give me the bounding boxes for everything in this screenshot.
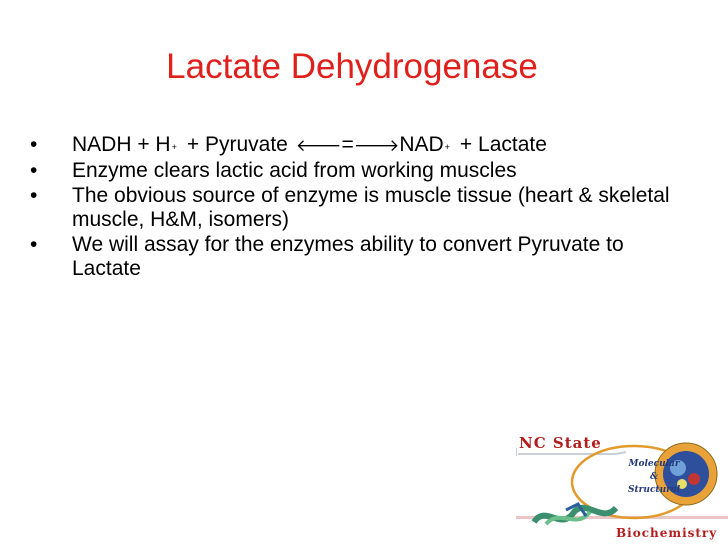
bullet-item	[30, 133, 690, 158]
arrow-left-icon: 🡐	[295, 136, 342, 155]
nc-state-biochemistry-logo	[516, 412, 728, 546]
bullet-dot: •	[30, 133, 38, 156]
superscript-plus: +	[171, 142, 177, 152]
equation-pyruvate: + Pyruvate	[186, 133, 288, 156]
bullet-dot: •	[30, 233, 38, 256]
logo-nc-state: NC State	[519, 434, 602, 452]
bullet-dot: •	[30, 159, 38, 182]
logo-word-molecular: Molecular	[628, 459, 680, 469]
logo-word-structural: Structural	[628, 485, 681, 495]
slide-title: Lactate Dehydrogenase	[166, 47, 538, 86]
equation-nadh: NADH + H	[72, 133, 171, 156]
bullet-list	[30, 133, 690, 282]
bullet-item	[30, 184, 690, 232]
bullet-text: The obvious source of enzyme is muscle tissue (heart & skeletal muscle, H&M, isomers)	[72, 184, 670, 231]
bullet-item	[30, 233, 690, 281]
equation-lactate: + Lactate	[459, 133, 547, 156]
logo-ampersand: &	[649, 472, 659, 482]
logo-biochemistry: Biochemistry	[616, 526, 718, 540]
bullet-dot: •	[30, 184, 38, 207]
equation-equals: =	[341, 133, 354, 156]
equation-nad: NAD	[399, 133, 444, 156]
bullet-text: Enzyme clears lactic acid from working muscles	[72, 159, 517, 182]
bullet-item	[30, 159, 690, 183]
superscript-plus: +	[444, 142, 450, 152]
bullet-text: We will assay for the enzymes ability to convert Pyruvate to Lactate	[72, 233, 624, 280]
logo-molecular-structural	[628, 458, 680, 497]
arrow-right-icon: 🡒	[353, 136, 400, 155]
